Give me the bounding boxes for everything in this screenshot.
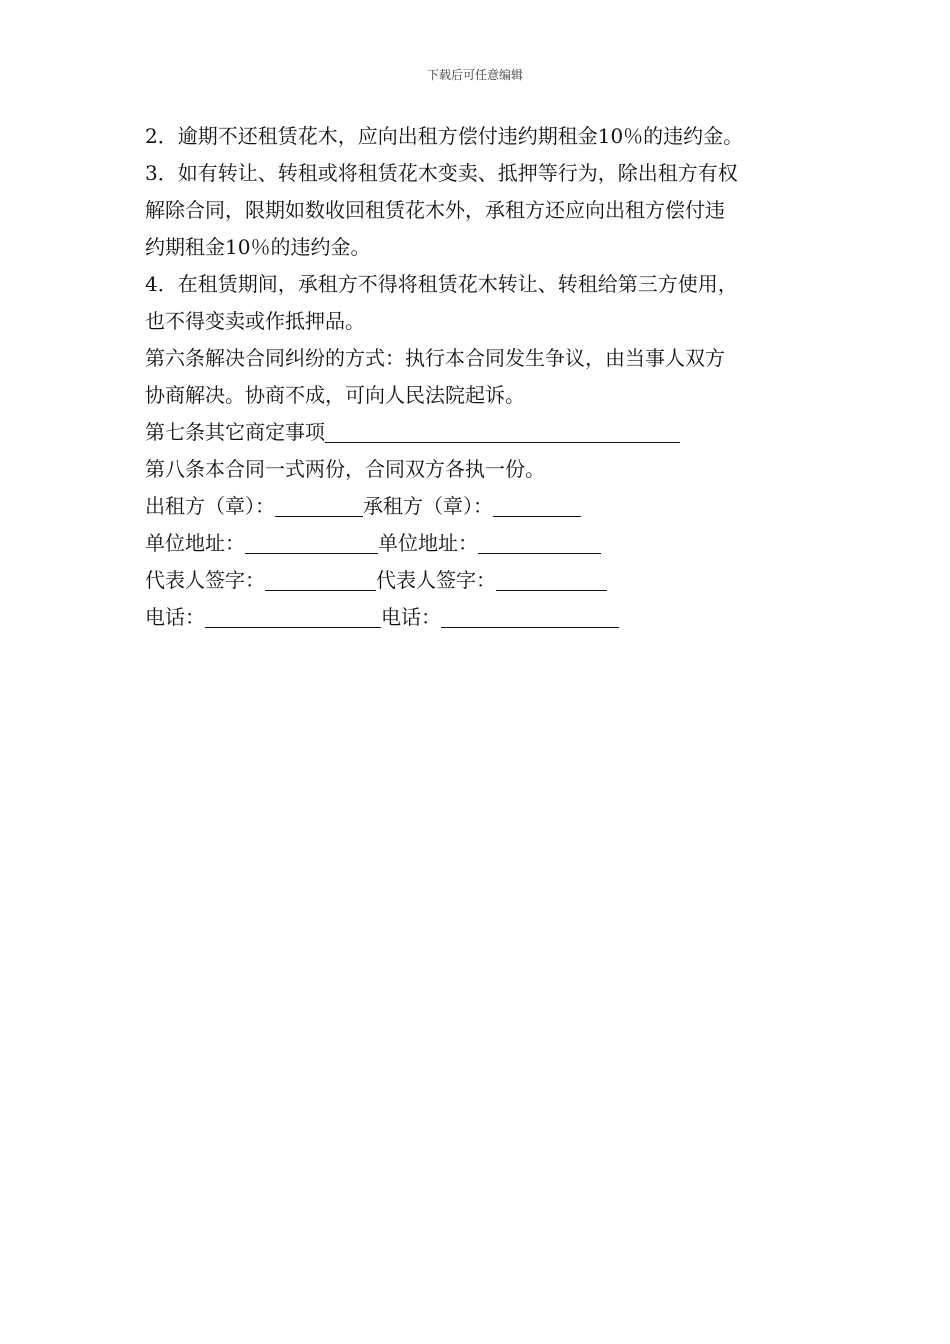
signature-row-seal [145, 488, 815, 525]
clause-3-line-2: 解除合同，限期如数收回租赁花木外，承租方还应向出租方偿付违 [145, 198, 725, 222]
clause-3-line-3: 约期租金10％的违约金。 [145, 235, 371, 259]
lessor-address-label: 单位地址： [145, 531, 245, 555]
lessee-phone-blank [441, 605, 619, 628]
clause-2: 2．逾期不还租赁花木，应向出租方偿付违约期租金10％的违约金。 [145, 124, 744, 148]
article-7 [145, 414, 815, 451]
contract-body [145, 118, 815, 636]
lessor-rep-label: 代表人签字： [145, 568, 265, 592]
lessor-address-blank [245, 531, 378, 554]
lessor-phone-blank [205, 605, 381, 628]
clause-3-line-1: 3．如有转让、转租或将租赁花木变卖、抵押等行为，除出租方有权 [145, 161, 738, 185]
page-header-note: 下载后可任意编辑 [426, 68, 523, 82]
article-8: 第八条本合同一式两份，合同双方各执一份。 [145, 457, 545, 481]
signature-row-phone [145, 599, 815, 636]
lessee-address-label: 单位地址： [378, 531, 478, 555]
lessee-phone-label: 电话： [381, 605, 441, 629]
clause-4-line-1: 4．在租赁期间，承租方不得将租赁花木转让、转租给第三方使用， [145, 272, 738, 296]
lessee-seal-label: 承租方（章）： [363, 494, 493, 518]
lessee-rep-blank [496, 568, 607, 591]
lessee-seal-blank [493, 494, 581, 517]
article-7-blank-line [325, 420, 680, 443]
lessee-address-blank [478, 531, 601, 554]
signature-row-representative [145, 562, 815, 599]
clause-4-line-2: 也不得变卖或作抵押品。 [145, 309, 365, 333]
article-6-line-1: 第六条解决合同纠纷的方式：执行本合同发生争议，由当事人双方 [145, 346, 725, 370]
article-6-line-2: 协商解决。协商不成，可向人民法院起诉。 [145, 383, 525, 407]
lessor-seal-label: 出租方（章）： [145, 494, 275, 518]
lessor-seal-blank [275, 494, 363, 517]
lessor-phone-label: 电话： [145, 605, 205, 629]
lessor-rep-blank [265, 568, 376, 591]
lessee-rep-label: 代表人签字： [376, 568, 496, 592]
signature-row-address [145, 525, 815, 562]
article-7-label: 第七条其它商定事项 [145, 420, 325, 444]
